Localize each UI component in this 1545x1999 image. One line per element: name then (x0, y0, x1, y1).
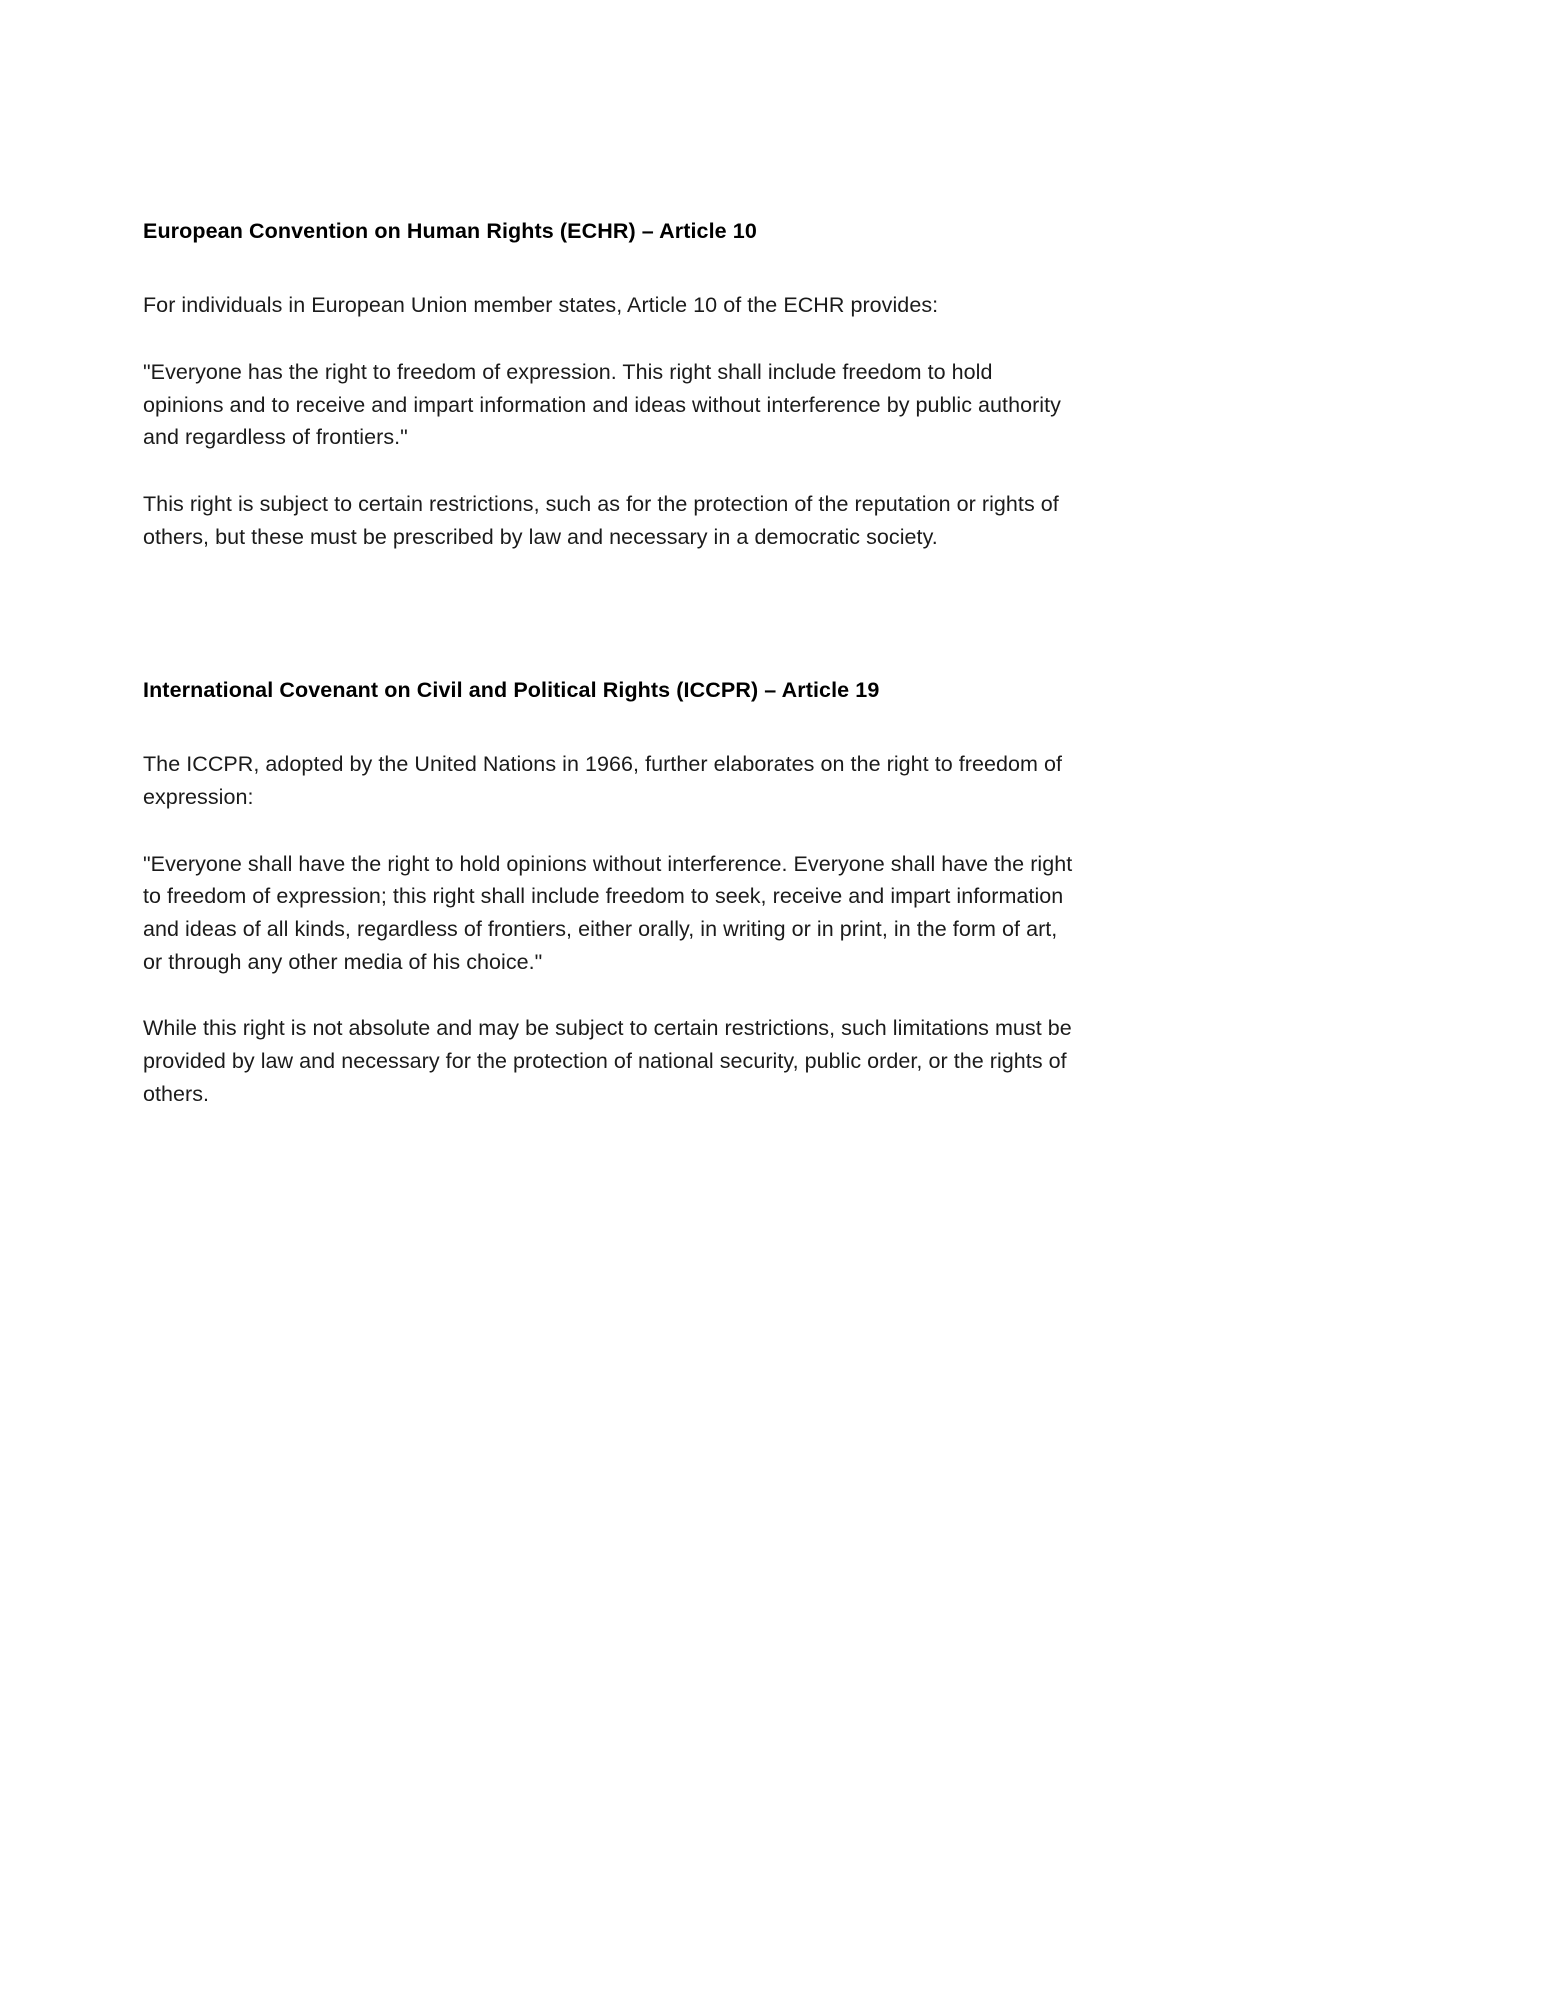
spacer (143, 322, 1073, 356)
section-iccpr (143, 675, 1073, 1110)
paragraph-iccpr-quote: "Everyone shall have the right to hold opinions without interference. Everyone shall have the right to freedom of expression; this right shall include freedom to seek, receive and impart information and ideas of all kinds, regardless of frontiers, either orally, in writing or in print, in the form of art, or through any other media of his choice." (143, 851, 1073, 974)
section-spacer (143, 553, 1073, 675)
section-heading-iccpr: International Covenant on Civil and Political Rights (ICCPR) – Article 19 (143, 678, 880, 703)
section-echr (143, 216, 1073, 553)
section-heading-echr: European Convention on Human Rights (ECHR) – Article 10 (143, 219, 757, 243)
paragraph-echr-restrictions: This right is subject to certain restrictions, such as for the protection of the reputation or rights of others, but these must be prescribed by law and necessary in a democratic society. (143, 491, 1059, 549)
paragraph-echr-quote: "Everyone has the right to freedom of expression. This right shall include freedom to hold opinions and to receive and impart information and ideas without interference by public authority and regardless of frontiers." (143, 359, 1061, 450)
spacer (143, 978, 1073, 1012)
paragraph-iccpr-intro: The ICCPR, adopted by the United Nations in 1966, further elaborates on the right to freedom of expression: (143, 752, 1063, 810)
paragraph-iccpr-limitations: While this right is not absolute and may be subject to certain restrictions, such limitations must be provided by law and necessary for the protection of national security, public order, or the rights of others. (143, 1016, 1072, 1106)
spacer (143, 706, 1073, 748)
document-body (143, 216, 1073, 1110)
paragraph-echr-intro: For individuals in European Union member states, Article 10 of the ECHR provides: (143, 293, 939, 318)
spacer (143, 814, 1073, 848)
spacer (143, 247, 1073, 289)
spacer (143, 454, 1073, 488)
